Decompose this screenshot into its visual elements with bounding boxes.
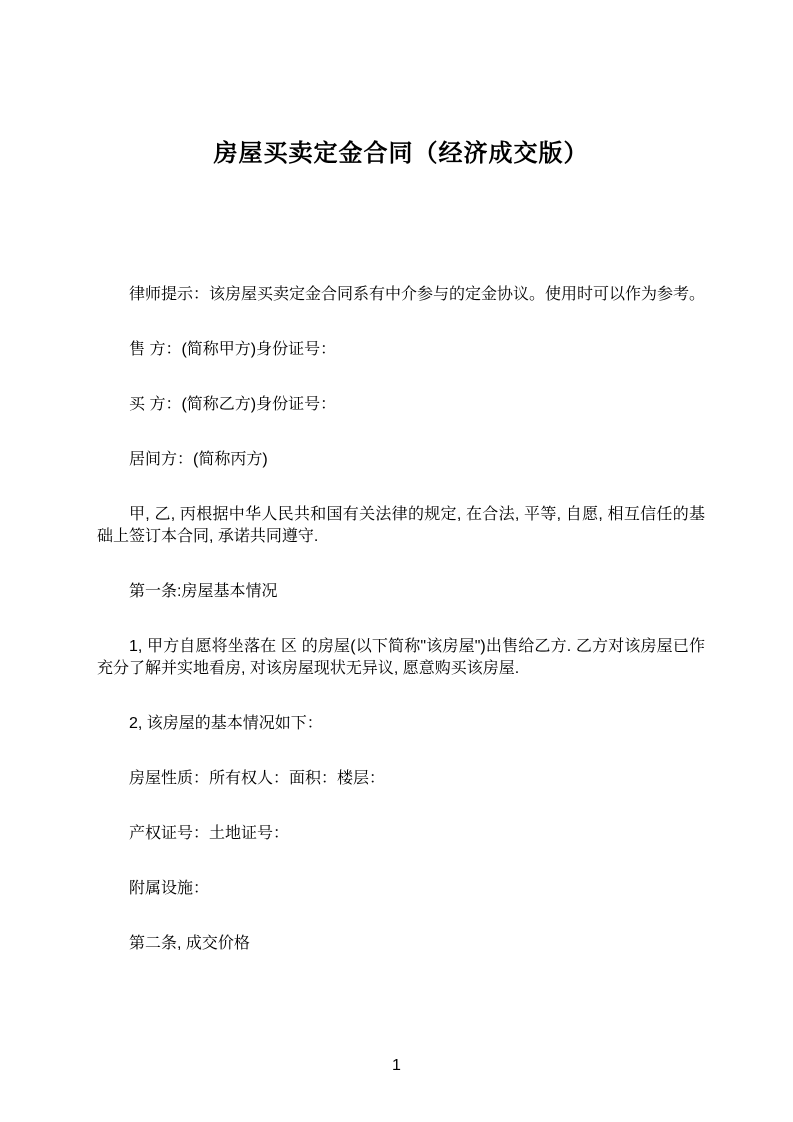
document-title: 房屋买卖定金合同（经济成交版） — [213, 140, 589, 167]
article-1-heading: 第一条:房屋基本情况 — [129, 583, 278, 600]
buyer-line: 买 方：(简称乙方)身份证号： — [129, 396, 337, 413]
lawyer-note-paragraph: 律师提示：该房屋买卖定金合同系有中介参与的定金协议。使用时可以作为参考。 — [129, 286, 706, 303]
facilities-line: 附属设施： — [129, 880, 210, 897]
intermediary-line: 居间方：(简称丙方) — [129, 451, 268, 468]
clause-1-1-paragraph: 1, 甲方自愿将坐落在 区 的房屋(以下简称"该房屋")出售给乙方. 乙方对该房屋已作充分了解并实地看房, 对该房屋现状无异议, 愿意购买该房屋. — [97, 638, 705, 677]
seller-line: 售 方：(简称甲方)身份证号： — [129, 341, 337, 358]
article-2-heading: 第二条, 成交价格 — [129, 935, 250, 952]
clause-1-2-paragraph: 2, 该房屋的基本情况如下： — [129, 715, 323, 732]
house-properties-line: 房屋性质：所有权人：面积：楼层： — [129, 770, 386, 787]
certificate-numbers-line: 产权证号：土地证号： — [129, 825, 290, 842]
preamble-paragraph: 甲, 乙, 丙根据中华人民共和国有关法律的规定, 在合法, 平等, 自愿, 相互信任的基础上签订本合同, 承诺共同遵守. — [97, 506, 705, 545]
page-number: 1 — [392, 1057, 401, 1074]
